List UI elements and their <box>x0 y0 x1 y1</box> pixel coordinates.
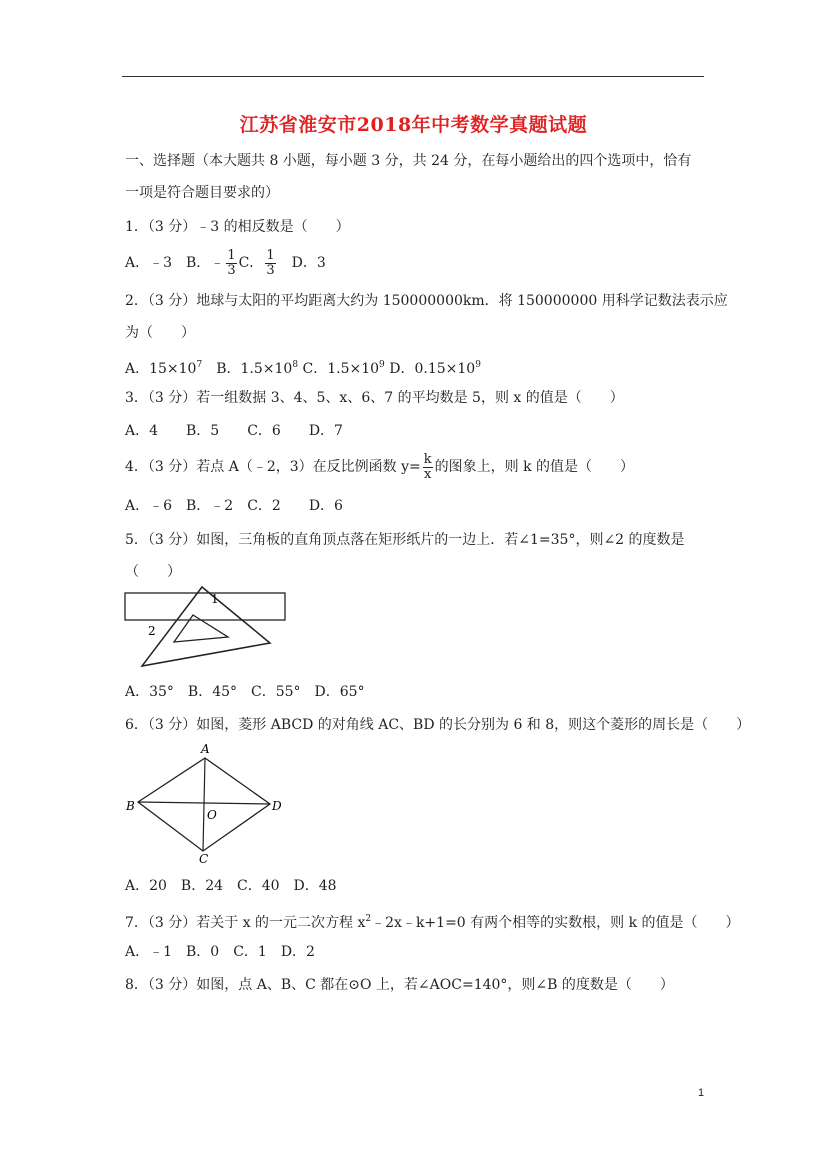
q2-option-d: D．0.15×10 <box>384 361 476 377</box>
q1-c-denominator: 3 <box>266 262 275 278</box>
q1-option-c-fraction <box>265 249 275 278</box>
q2-stem-line2: 为（ ） <box>125 325 195 341</box>
q1-b-numerator: 1 <box>227 247 236 263</box>
q3-stem: 3．（3 分）若一组数据 3、4、5、x、6、7 的平均数是 5，则 x 的值是（ ） <box>125 390 624 406</box>
q6-figure <box>120 740 295 865</box>
q2-option-c-exponent: 9 <box>379 360 385 370</box>
q5-triangle-inner <box>174 615 228 642</box>
q7-stem-post: ﹣2x﹣k+1=0 有两个相等的实数根，则 k 的值是（ ） <box>371 915 740 931</box>
q5-triangle-outer <box>142 587 270 666</box>
q4-numerator: k <box>423 451 432 467</box>
q6-label-c: C <box>199 852 209 865</box>
q1-option-b-fraction <box>226 249 236 278</box>
q1-options <box>125 248 326 278</box>
q7-stem-exponent: 2 <box>365 914 372 924</box>
q1-option-b-sign: ﹣ <box>210 255 225 271</box>
page-number: 1 <box>698 1087 705 1099</box>
q2-option-a: A．15×10 <box>125 361 197 377</box>
q6-label-d: D <box>272 799 282 813</box>
q4-denominator: x <box>424 466 432 482</box>
q1-option-c: C． <box>238 255 264 271</box>
q4-stem-post: 的图象上，则 k 的值是（ ） <box>434 459 635 475</box>
q4-fraction <box>423 453 433 482</box>
q7-stem-pre: 7．（3 分）若关于 x 的一元二次方程 x <box>125 915 366 931</box>
q8-stem: 8．（3 分）如图，点 A、B、C 都在⊙O 上，若∠AOC=140°，则∠B 的度数是（ ） <box>125 977 674 993</box>
q1-stem: 1．（3 分）﹣3 的相反数是（ ） <box>125 219 350 235</box>
q5-stem-line2: （ ） <box>125 564 181 580</box>
q6-label-o: O <box>207 808 217 822</box>
q2-option-b-exponent: 8 <box>292 360 299 370</box>
q7-stem <box>125 910 740 932</box>
q2-option-b: B．1.5×10 <box>202 361 293 377</box>
q5-angle-2-label: 2 <box>148 624 156 638</box>
q4-stem-pre: 4．（3 分）若点 A（﹣2，3）在反比例函数 y= <box>125 459 421 475</box>
section-heading-line2: 一项是符合题目要求的） <box>125 185 279 201</box>
section-heading-line1: 一、选择题（本大题共 8 小题，每小题 3 分，共 24 分，在每小题给出的四个选项中，恰有 <box>125 153 692 169</box>
q2-option-a-exponent: 7 <box>196 360 203 370</box>
q5-rectangle <box>125 593 285 620</box>
q4-stem <box>125 452 634 482</box>
q2-stem-line1: 2．（3 分）地球与太阳的平均距离大约为 150000000km．将 150000000 用科学记数法表示应 <box>125 293 728 309</box>
q1-b-denominator: 3 <box>227 262 236 278</box>
q6-stem: 6．（3 分）如图，菱形 ABCD 的对角线 AC、BD 的长分别为 6 和 8，则这个菱形的周长是（ ） <box>125 717 751 733</box>
q2-option-c: C．1.5×10 <box>298 361 380 377</box>
q7-options: A．﹣1 B．0 C．1 D．2 <box>125 944 315 960</box>
q3-options: A．4 B．5 C．6 D．7 <box>125 423 343 439</box>
q5-stem-line1: 5．（3 分）如图，三角板的直角顶点落在矩形纸片的一边上．若∠1=35°，则∠2 的度数是 <box>125 532 685 548</box>
q1-option-d: D．3 <box>277 255 326 271</box>
q4-options: A．﹣6 B．﹣2 C．2 D．6 <box>125 498 343 514</box>
q5-figure <box>120 585 295 670</box>
q5-angle-1-label: 1 <box>211 592 219 606</box>
q6-label-b: B <box>126 799 135 813</box>
q2-options <box>125 356 481 378</box>
q6-label-a: A <box>201 742 210 756</box>
q6-diagonal-ac <box>203 758 205 851</box>
q2-option-d-exponent: 9 <box>475 360 481 370</box>
header-rule <box>122 76 704 77</box>
q1-option-a: A．﹣3 B． <box>125 255 211 271</box>
q1-c-numerator: 1 <box>266 247 275 263</box>
q6-options: A．20 B．24 C．40 D．48 <box>125 878 337 894</box>
q5-options: A．35° B．45° C．55° D．65° <box>125 684 365 700</box>
page-title: 江苏省淮安市2018年中考数学真题试题 <box>239 114 588 136</box>
